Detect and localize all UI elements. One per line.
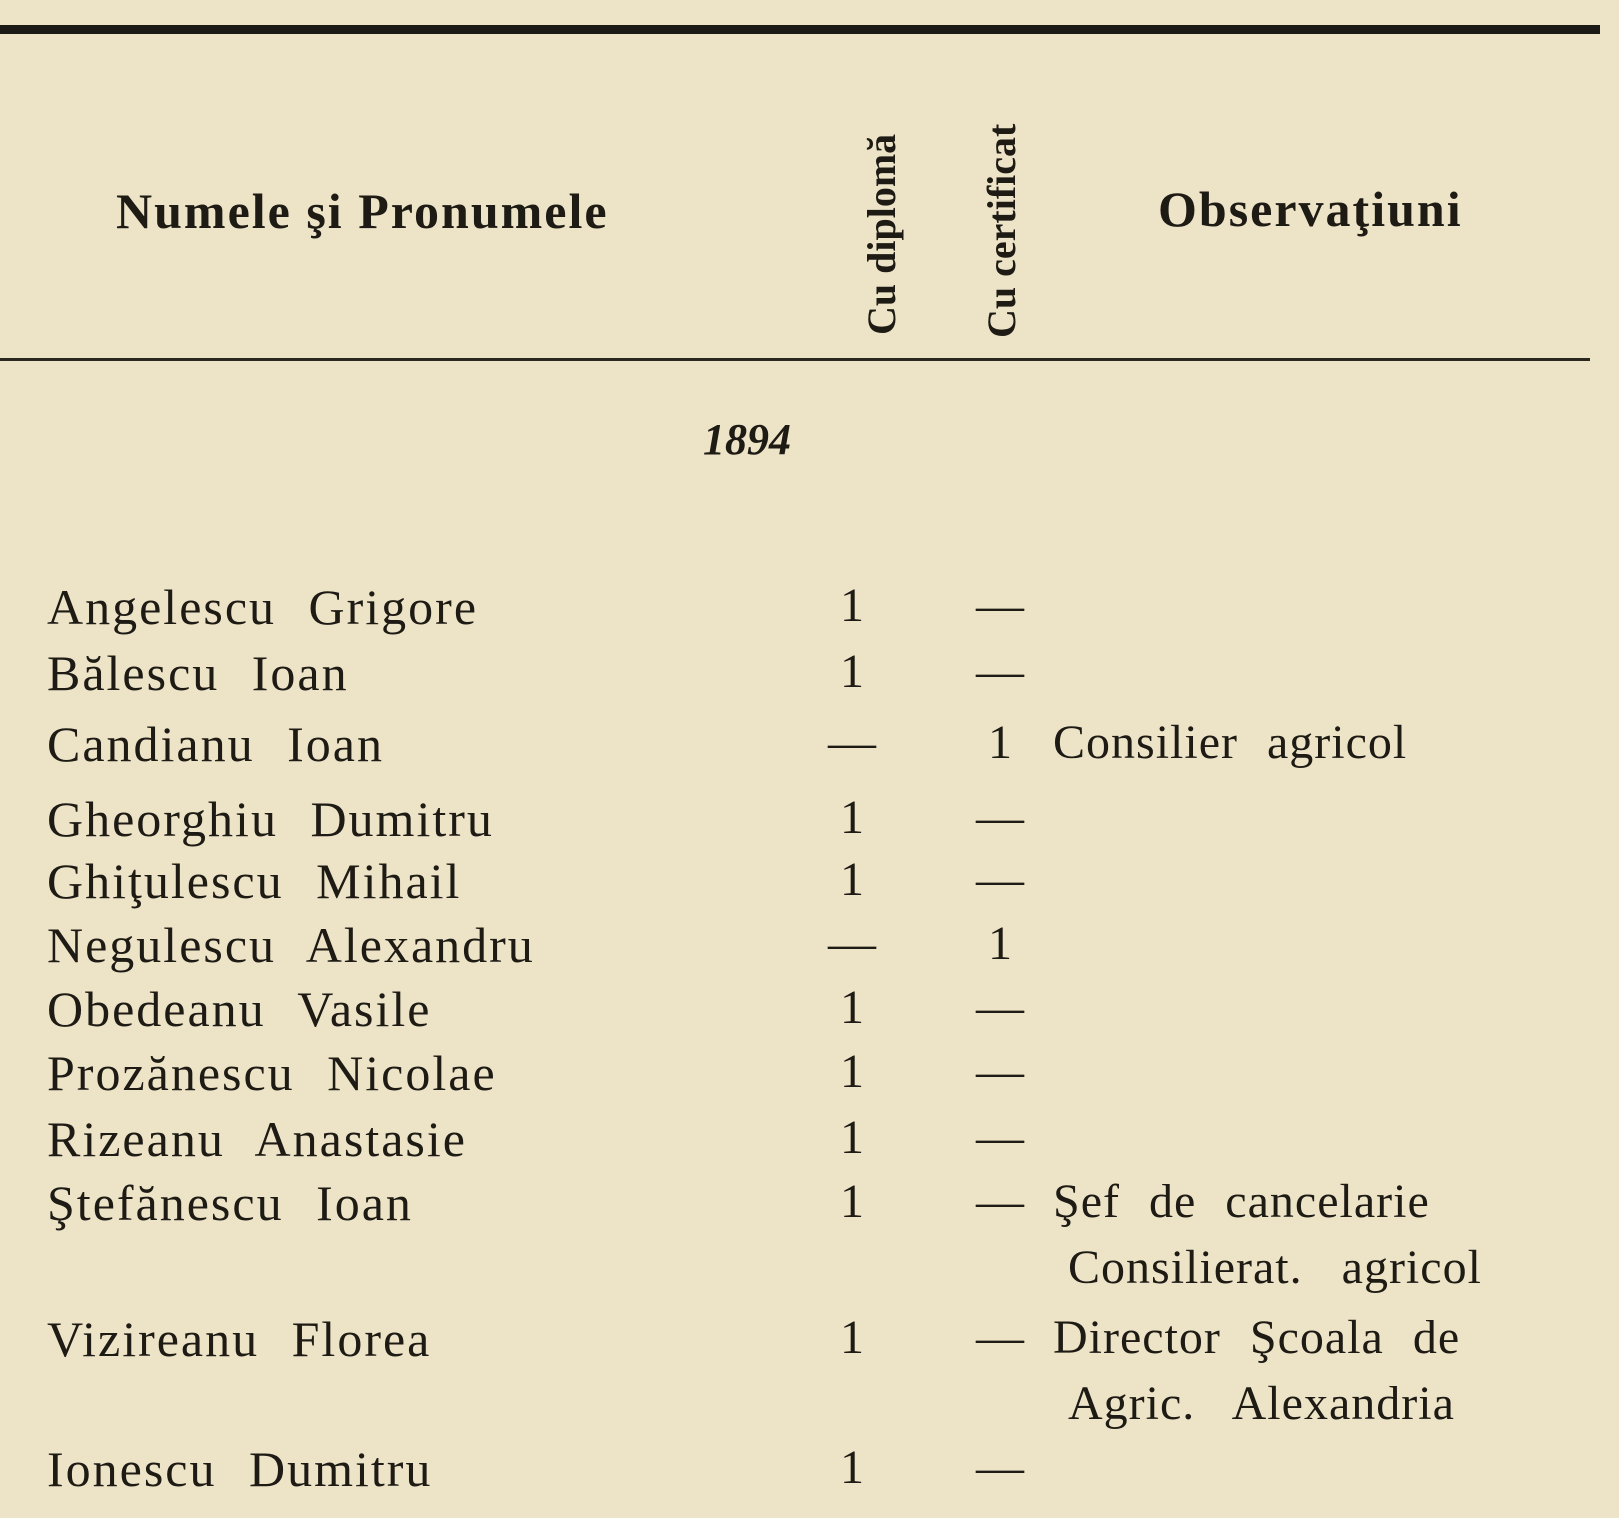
table-row [0, 1044, 1619, 1104]
row-certificate: — [976, 579, 1024, 632]
row-certificate: — [976, 981, 1024, 1034]
row-name: Candianu Ioan [47, 716, 384, 772]
row-name: Vizireanu Florea [47, 1311, 432, 1367]
row-name: Bălescu Ioan [47, 645, 349, 701]
row-certificate: — [976, 1441, 1024, 1494]
table-row [0, 715, 1619, 775]
row-observation: Şef de cancelarie [1053, 1175, 1430, 1228]
row-name: Angelescu Grigore [47, 579, 479, 635]
row-diploma: 1 [840, 1111, 864, 1164]
row-observation: Consilier agricol [1053, 716, 1408, 769]
row-observation-continued: Consilierat. agricol [1068, 1241, 1482, 1294]
row-name: Ştefănescu Ioan [47, 1175, 413, 1231]
row-diploma: 1 [840, 1175, 864, 1228]
row-name: Ghiţulescu Mihail [47, 853, 462, 909]
row-diploma: 1 [840, 1311, 864, 1364]
table-row [0, 1110, 1619, 1170]
row-name: Prozănescu Nicolae [47, 1045, 497, 1101]
table-row [0, 1174, 1619, 1294]
row-diploma: 1 [840, 579, 864, 632]
top-rule [0, 25, 1600, 34]
table-row [0, 852, 1619, 912]
row-name: Gheorghiu Dumitru [47, 791, 494, 847]
row-diploma: 1 [840, 981, 864, 1034]
row-name: Obedeanu Vasile [47, 981, 432, 1037]
row-diploma: — [828, 716, 876, 769]
table-row [0, 790, 1619, 850]
row-observation: Director Şcoala de [1053, 1311, 1461, 1364]
year-heading: 1894 [703, 415, 791, 464]
row-diploma: 1 [840, 791, 864, 844]
header-diploma: Cu diplomă [859, 133, 904, 335]
row-certificate: — [976, 1111, 1024, 1164]
header-name: Numele şi Pronumele [116, 183, 609, 239]
row-name: Rizeanu Anastasie [47, 1111, 467, 1167]
row-name: Negulescu Alexandru [47, 917, 535, 973]
row-diploma: — [828, 917, 876, 970]
row-certificate: — [976, 645, 1024, 698]
table-row [0, 1310, 1619, 1430]
table-row [0, 916, 1619, 976]
row-diploma: 1 [840, 1441, 864, 1494]
header-certificate: Cu certificat [979, 123, 1024, 338]
row-observation-continued: Agric. Alexandria [1068, 1377, 1455, 1430]
row-diploma: 1 [840, 645, 864, 698]
header-rule [0, 358, 1590, 361]
table-row [0, 578, 1619, 638]
table-row [0, 980, 1619, 1040]
row-certificate: — [976, 791, 1024, 844]
row-certificate: — [976, 1045, 1024, 1098]
row-certificate: 1 [988, 716, 1012, 769]
row-certificate: 1 [988, 917, 1012, 970]
row-certificate: — [976, 1311, 1024, 1364]
row-diploma: 1 [840, 853, 864, 906]
row-certificate: — [976, 853, 1024, 906]
row-name: Ionescu Dumitru [47, 1441, 433, 1497]
table-row [0, 644, 1619, 704]
table-row [0, 1440, 1619, 1500]
row-certificate: — [976, 1175, 1024, 1228]
header-observations: Observaţiuni [1158, 181, 1463, 237]
row-diploma: 1 [840, 1045, 864, 1098]
